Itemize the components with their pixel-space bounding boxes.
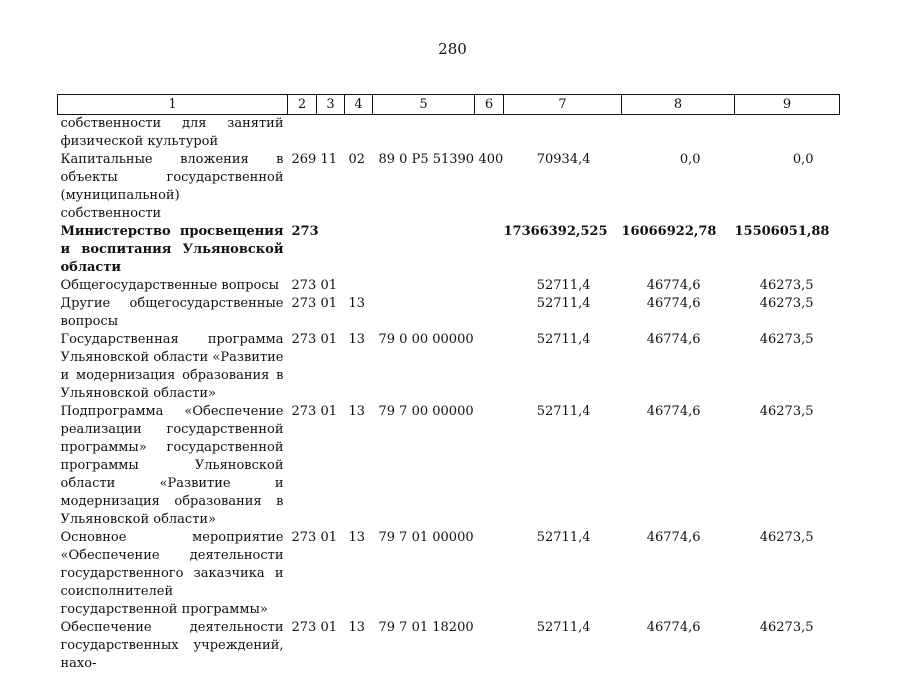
row-target-article: 79 7 01 00000 [378, 530, 474, 545]
row-amount-2 [622, 115, 735, 152]
row-amount-2: 46774,6 [646, 620, 701, 635]
row-amount-1: 52711,4 [536, 620, 591, 635]
row-subsection-code: 13 [348, 530, 366, 545]
row-admin-code: 273 [291, 530, 317, 545]
column-header: 5 [373, 95, 475, 115]
row-target-article: 79 0 00 00000 [378, 332, 474, 347]
row-section-code [317, 115, 345, 152]
row-subsection-code [345, 277, 373, 295]
row-section-code: 01 [320, 404, 338, 419]
row-admin-code: 269 [291, 152, 317, 167]
row-target-article: 79 7 00 00000 [378, 404, 474, 419]
row-amount-2: 46774,6 [646, 530, 701, 545]
column-header: 8 [622, 95, 735, 115]
row-expense-type [475, 331, 504, 403]
row-admin-code: 273 [291, 620, 317, 635]
row-amount-3: 46273,5 [759, 278, 814, 293]
row-amount-1: 52711,4 [536, 296, 591, 311]
row-subsection-code: 13 [348, 296, 366, 311]
row-amount-2: 16066922,78 [621, 224, 717, 239]
row-subsection-code: 13 [348, 404, 366, 419]
budget-table [57, 94, 840, 673]
row-amount-3: 46273,5 [759, 530, 814, 545]
row-amount-3: 46273,5 [759, 296, 814, 311]
row-expense-type [475, 295, 504, 331]
row-expense-type [475, 115, 504, 152]
table-row [58, 403, 840, 529]
row-amount-2: 46774,6 [646, 296, 701, 311]
table-row [58, 529, 840, 619]
row-name: Обеспечение деятельности государственных учреждений, нахо- [60, 620, 284, 671]
column-header: 4 [345, 95, 373, 115]
row-expense-type: 400 [478, 152, 504, 167]
row-amount-1: 52711,4 [536, 332, 591, 347]
table-row [58, 277, 840, 295]
row-amount-3 [735, 115, 840, 152]
row-section-code: 11 [320, 152, 338, 167]
table-row [58, 295, 840, 331]
table-row [58, 619, 840, 673]
column-header: 2 [288, 95, 317, 115]
row-amount-1: 52711,4 [536, 530, 591, 545]
row-target-article [373, 223, 475, 277]
row-admin-code: 273 [291, 404, 317, 419]
row-expense-type [475, 619, 504, 673]
row-amount-1 [504, 115, 622, 152]
row-name: Подпрограмма «Обеспечение реализации государственной программы» государственной программы Ульяновской области «Развитие и модернизация образования в Ульяновской области» [60, 404, 284, 527]
row-amount-2: 46774,6 [646, 332, 701, 347]
row-target-article [373, 295, 475, 331]
row-amount-1: 70934,4 [536, 152, 591, 167]
row-name: Капитальные вложения в объекты государственной (муниципальной) собственности [60, 152, 284, 221]
row-name: Общегосударственные вопросы [60, 278, 279, 293]
row-name: Другие общегосударственные вопросы [60, 296, 284, 329]
row-admin-code [288, 115, 317, 152]
row-target-article [373, 115, 475, 152]
row-subsection-code [345, 115, 373, 152]
row-subsection-code [345, 223, 373, 277]
header-row [58, 95, 840, 115]
column-header: 1 [58, 95, 288, 115]
row-subsection-code: 02 [348, 152, 366, 167]
row-target-article [373, 277, 475, 295]
column-header: 7 [504, 95, 622, 115]
table-row [58, 331, 840, 403]
row-section-code: 01 [320, 530, 338, 545]
row-amount-2: 46774,6 [646, 404, 701, 419]
row-name: Министерство просвещения и воспитания Ульяновской области [60, 224, 284, 275]
row-target-article: 79 7 01 18200 [378, 620, 474, 635]
row-amount-3: 46273,5 [759, 404, 814, 419]
row-admin-code: 273 [291, 296, 317, 311]
page-number: 280 [438, 40, 467, 58]
row-subsection-code: 13 [348, 332, 366, 347]
table-row [58, 151, 840, 223]
row-target-article: 89 0 Р5 51390 [378, 152, 475, 167]
row-amount-1: 52711,4 [536, 278, 591, 293]
row-expense-type [475, 403, 504, 529]
row-amount-2: 0,0 [679, 152, 701, 167]
row-admin-code: 273 [291, 224, 319, 239]
row-name: Основное мероприятие «Обеспечение деятельности государственного заказчика и соисполнителей государственной программы» [60, 530, 284, 617]
row-section-code: 01 [320, 278, 338, 293]
row-amount-1: 17366392,525 [503, 224, 608, 239]
row-section-code [317, 223, 345, 277]
row-section-code: 01 [320, 620, 338, 635]
row-name: собственности для занятий физической культурой [60, 116, 284, 149]
row-amount-3: 0,0 [792, 152, 814, 167]
row-amount-1: 52711,4 [536, 404, 591, 419]
column-header: 3 [317, 95, 345, 115]
row-section-code: 01 [320, 332, 338, 347]
row-section-code: 01 [320, 296, 338, 311]
row-admin-code: 273 [291, 278, 317, 293]
row-expense-type [475, 529, 504, 619]
table-row [58, 115, 840, 152]
row-amount-3: 46273,5 [759, 332, 814, 347]
row-name: Государственная программа Ульяновской области «Развитие и модернизация образования в Ульяновской области» [60, 332, 284, 401]
row-admin-code: 273 [291, 332, 317, 347]
column-header: 9 [735, 95, 840, 115]
row-subsection-code: 13 [348, 620, 366, 635]
table-row [58, 223, 840, 277]
row-amount-2: 46774,6 [646, 278, 701, 293]
row-expense-type [475, 223, 504, 277]
row-amount-3: 46273,5 [759, 620, 814, 635]
column-header: 6 [475, 95, 504, 115]
row-amount-3: 15506051,88 [734, 224, 830, 239]
row-expense-type [475, 277, 504, 295]
